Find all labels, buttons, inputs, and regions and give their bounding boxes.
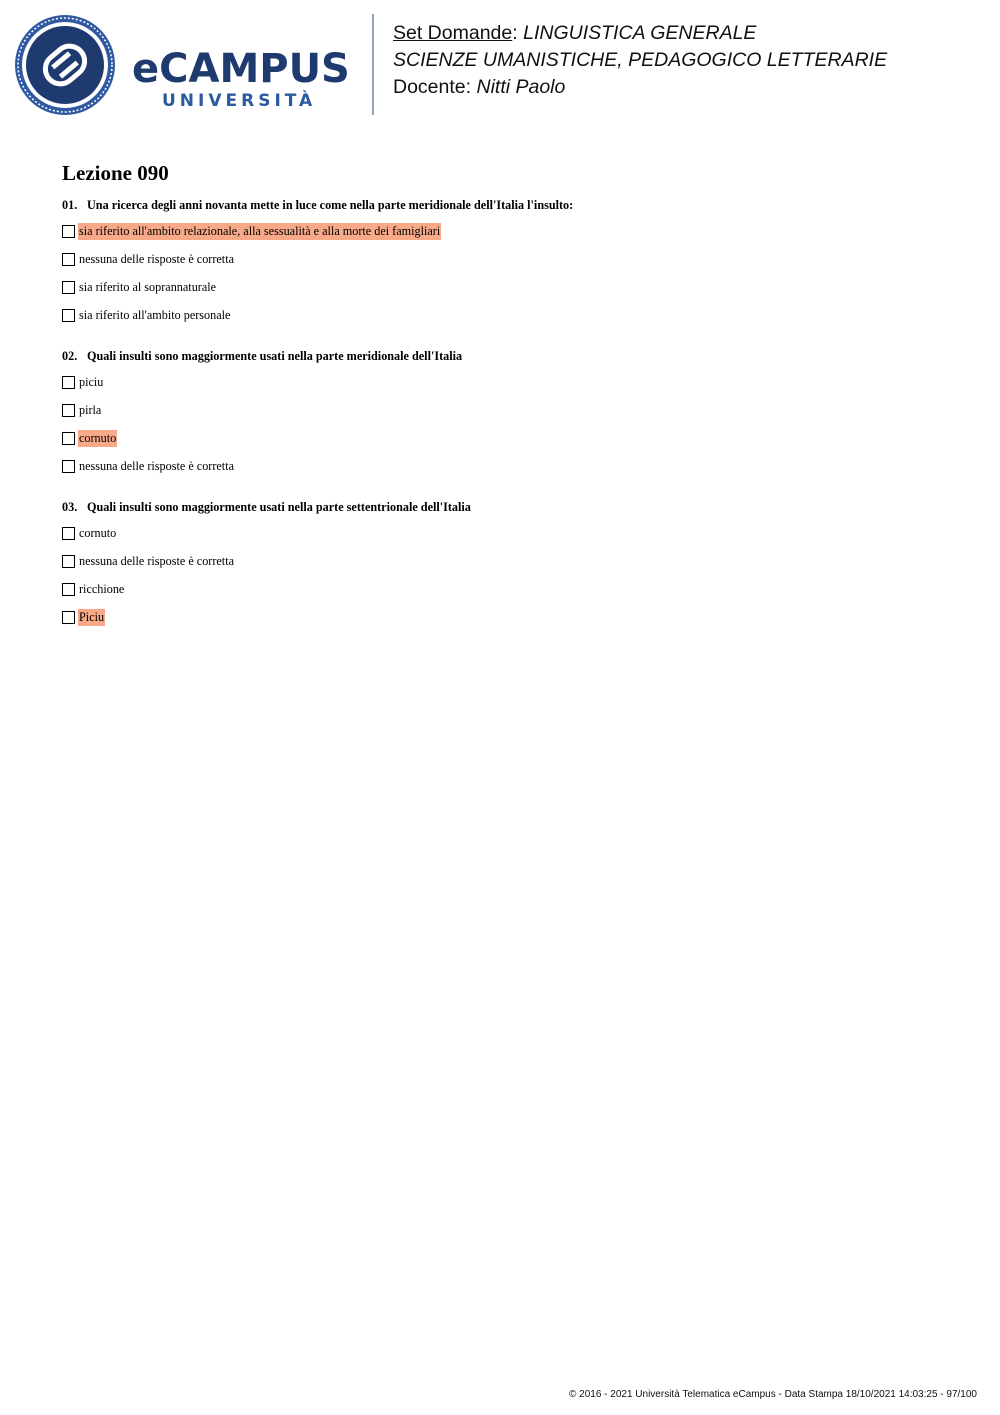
checkbox[interactable] (62, 253, 75, 266)
teacher-line (393, 74, 887, 101)
option-label: nessuna delle risposte è corretta (79, 459, 234, 473)
answer-option[interactable] (62, 581, 125, 598)
answer-option[interactable] (62, 307, 231, 324)
seal-icon (15, 15, 115, 115)
faculty: SCIENZE UMANISTICHE, PEDAGOGICO LETTERARIE (393, 49, 888, 71)
checkbox[interactable] (62, 527, 75, 540)
question-number: 03. (62, 500, 78, 514)
checkbox[interactable] (62, 555, 75, 568)
checkbox[interactable] (62, 611, 75, 624)
answer-option[interactable] (62, 525, 117, 542)
checkbox[interactable] (62, 432, 75, 445)
header-info (393, 20, 887, 101)
option-label: sia riferito all'ambito personale (79, 308, 231, 322)
question-text: Quali insulti sono maggiormente usati nella parte settentrionale dell'Italia (87, 500, 471, 514)
set-label: Set Domande (393, 22, 513, 44)
answer-option[interactable] (62, 553, 235, 570)
checkbox[interactable] (62, 583, 75, 596)
question-02 (62, 349, 462, 364)
ecampus-logo (14, 14, 359, 116)
option-label: sia riferito al soprannaturale (79, 280, 217, 294)
option-label: cornuto (79, 431, 117, 445)
header-divider (372, 14, 374, 115)
teacher-name: Nitti Paolo (476, 76, 566, 98)
answer-option[interactable] (62, 609, 105, 626)
question-text: Quali insulti sono maggiormente usati nella parte meridionale dell'Italia (87, 349, 463, 363)
answer-option[interactable] (62, 251, 235, 268)
question-number: 02. (62, 349, 78, 363)
option-label: piciu (79, 375, 104, 389)
question-01 (62, 198, 573, 213)
answer-option[interactable] (62, 430, 117, 447)
option-label: sia riferito all'ambito relazionale, alla sessualità e alla morte dei famigliari (79, 224, 441, 238)
logo-subtitle: UNIVERSITÀ (162, 91, 317, 111)
answer-option[interactable] (62, 458, 235, 475)
option-label: nessuna delle risposte è corretta (79, 252, 234, 266)
set-line: Set Domande: LINGUISTICA GENERALE (393, 22, 757, 44)
subject: LINGUISTICA GENERALE (523, 22, 757, 44)
answer-option[interactable] (62, 374, 104, 391)
checkbox[interactable] (62, 225, 75, 238)
question-03 (62, 500, 471, 515)
option-label: pirla (79, 403, 102, 417)
checkbox[interactable] (62, 404, 75, 417)
teacher-label: Docente: (393, 76, 472, 98)
question-number: 01. (62, 198, 78, 212)
logo-wordmark: eCAMPUS (132, 46, 350, 92)
option-label: Piciu (79, 610, 105, 624)
checkbox[interactable] (62, 281, 75, 294)
answer-option[interactable] (62, 279, 217, 296)
page-footer: © 2016 - 2021 Università Telematica eCampus - Data Stampa 18/10/2021 14:03:25 - 97/100 (569, 1389, 977, 1400)
option-label: ricchione (79, 582, 125, 596)
option-label: cornuto (79, 526, 117, 540)
lesson-title: Lezione 090 (62, 161, 169, 185)
checkbox[interactable] (62, 309, 75, 322)
option-label: nessuna delle risposte è corretta (79, 554, 234, 568)
answer-option[interactable] (62, 223, 441, 240)
checkbox[interactable] (62, 376, 75, 389)
question-text: Una ricerca degli anni novanta mette in luce come nella parte meridionale dell'Italia l'insulto: (87, 198, 574, 212)
checkbox[interactable] (62, 460, 75, 473)
answer-option[interactable] (62, 402, 102, 419)
